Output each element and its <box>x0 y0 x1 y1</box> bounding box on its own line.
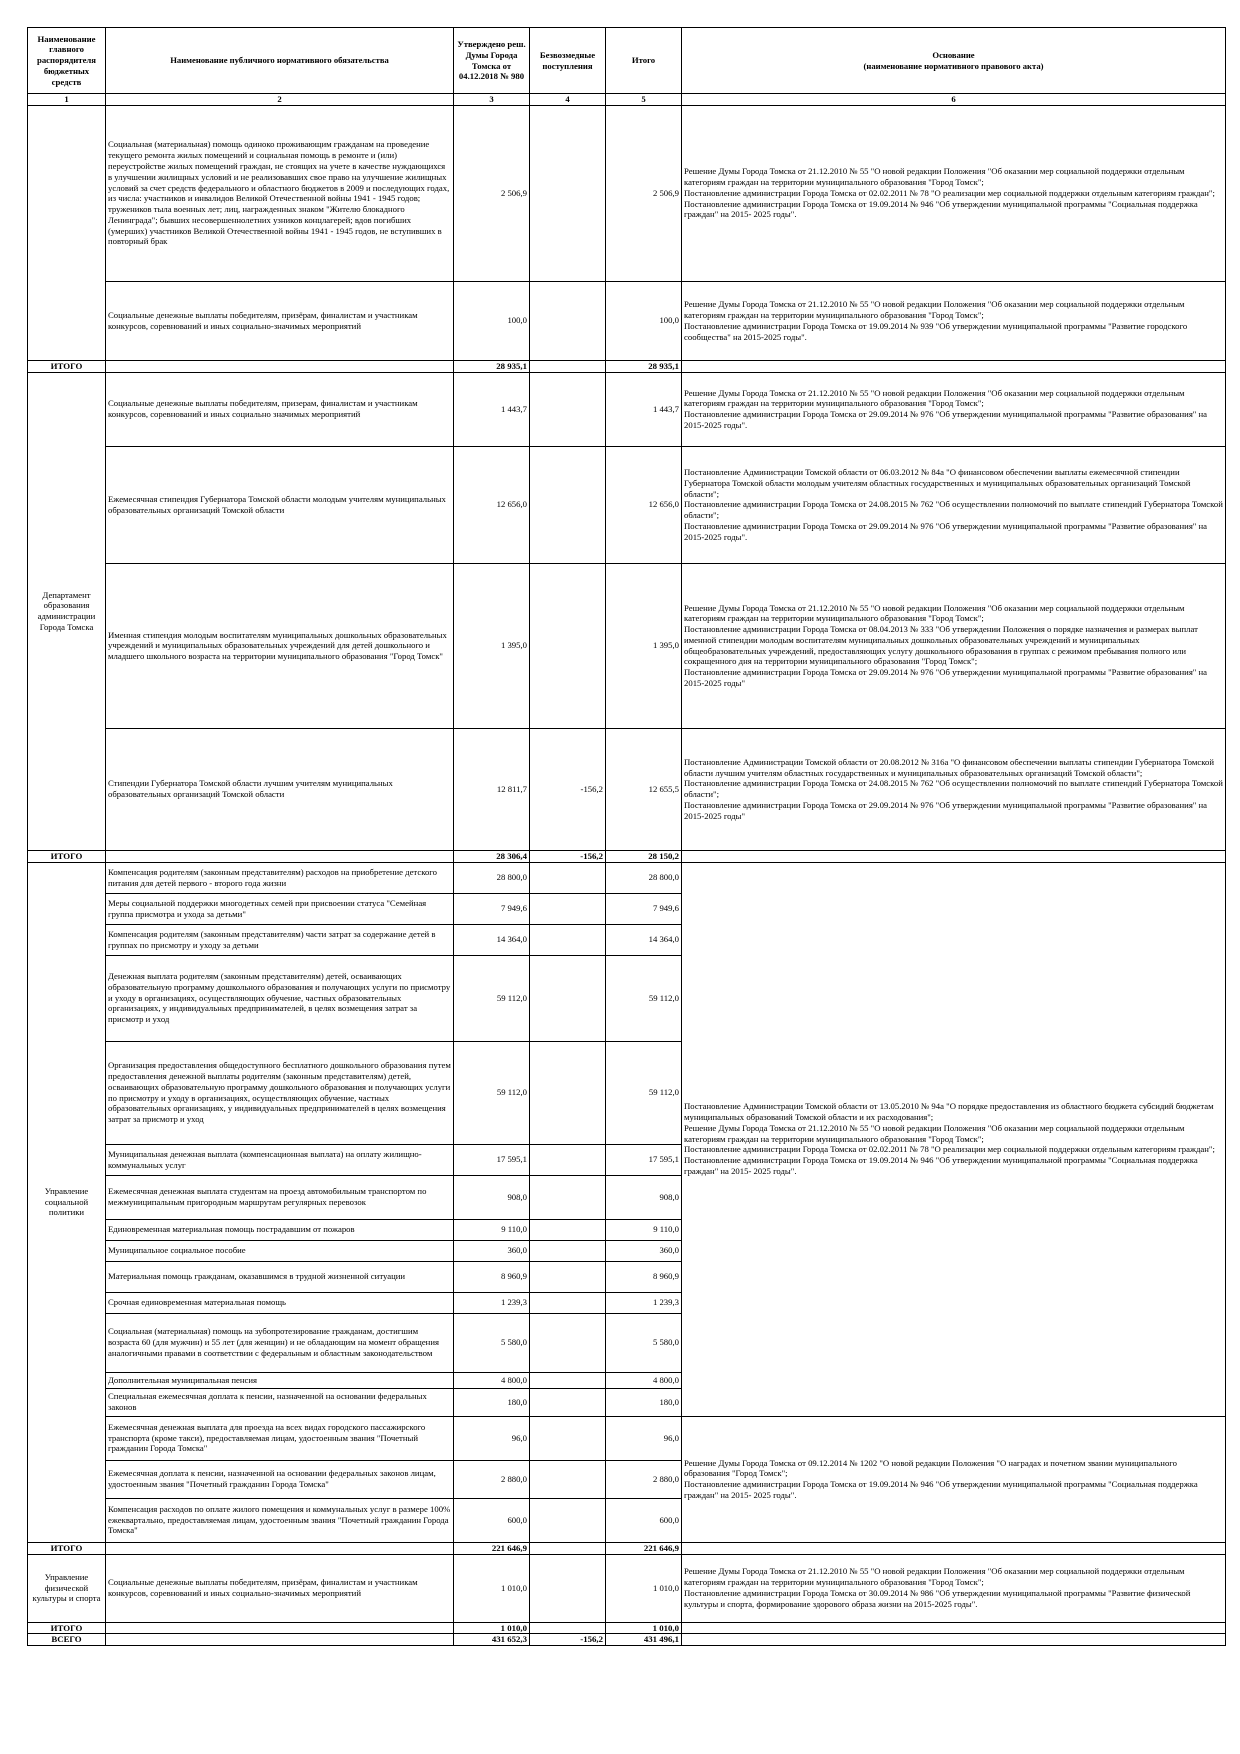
header-col-total: Итого <box>606 28 682 94</box>
obligation-name: Ежемесячная доплата к пенсии, назначенной на основании федеральных законов лицам, удостоенным звания "Почетный гражданин Города Томска" <box>106 1460 454 1498</box>
obligation-name: Срочная единовременная материальная помощь <box>106 1292 454 1313</box>
basis-text: Решение Думы Города Томска от 21.12.2010 № 55 "О новой редакции Положения "Об оказании мер социальной поддержки отдельным категориям граждан на территории муниципального образования "Город Томск"; Постановление администрации Города Томска от 30.09.2014 № 986 "Об утверждении муниципальной программы "Развитие физической культуры и спорта, формирование здорового образа жизни на 2015-2025 годы". <box>682 1554 1226 1622</box>
free-receipts-value <box>530 281 606 360</box>
table-row <box>28 862 1226 893</box>
approved-value: 360,0 <box>454 1240 530 1261</box>
approved-value: 12 811,7 <box>454 728 530 850</box>
total-value: 431 496,1 <box>606 1634 682 1646</box>
approved-value: 100,0 <box>454 281 530 360</box>
obligation-name: Организация предоставления общедоступного бесплатного дошкольного образования путем предоставления денежной выплаты родителям (законным представителям) детей, осваивающих образовательную программу дошкольного образования и получающих услуги по присмотру и уходу в организациях, осуществляющих обучение, частных образовательных организациях, у индивидуальных предпринимателей в целях возмещения затрат за присмотр и уход <box>106 1041 454 1144</box>
free-receipts-value: -156,2 <box>530 1634 606 1646</box>
table-row <box>28 1416 1226 1460</box>
column-number: 5 <box>606 94 682 106</box>
total-value: 221 646,9 <box>606 1542 682 1554</box>
obligations-table <box>27 27 1226 1646</box>
obligation-name: Муниципальная денежная выплата (компенсационная выплата) на оплату жилищно-коммунальных услуг <box>106 1144 454 1175</box>
obligation-name: Социальные денежные выплаты победителям, призёрам, финалистам и участникам конкурсов, соревнований и иных социально-значимых мероприятий <box>106 1554 454 1622</box>
basis-text <box>682 1542 1226 1554</box>
table-row <box>28 728 1226 850</box>
total-value: 7 949,6 <box>606 893 682 924</box>
free-receipts-value <box>530 893 606 924</box>
basis-text: Решение Думы Города Томска от 21.12.2010 № 55 "О новой редакции Положения "Об оказании мер социальной поддержки отдельным категориям граждан на территории муниципального образования "Город Томск"; Постановление администрации Города Томска от 29.09.2014 № 976 "Об утверждении муниципальной программы "Развитие образования" на 2015-2025 годы". <box>682 372 1226 446</box>
header-col-manager: Наименование главного распорядителя бюджетных средств <box>28 28 106 94</box>
column-number: 2 <box>106 94 454 106</box>
manager-cell <box>28 281 106 360</box>
free-receipts-value <box>530 955 606 1041</box>
total-value: 1 395,0 <box>606 563 682 728</box>
header-col-approved: Утверждено реш. Думы Города Томска от 04.12.2018 № 980 <box>454 28 530 94</box>
free-receipts-value <box>530 1416 606 1460</box>
free-receipts-value: -156,2 <box>530 728 606 850</box>
obligation-name: Социальные денежные выплаты победителям, призерам, финалистам и участникам конкурсов, соревнований и иных социально значимых мероприятий <box>106 372 454 446</box>
total-value: 2 880,0 <box>606 1460 682 1498</box>
total-value: 5 580,0 <box>606 1313 682 1372</box>
free-receipts-value <box>530 862 606 893</box>
obligation-name: Стипендии Губернатора Томской области лучшим учителям муниципальных образовательных организаций Томской области <box>106 728 454 850</box>
free-receipts-value <box>530 563 606 728</box>
basis-text <box>682 1622 1226 1634</box>
approved-value: 59 112,0 <box>454 1041 530 1144</box>
approved-value: 9 110,0 <box>454 1219 530 1240</box>
total-value: 12 655,5 <box>606 728 682 850</box>
table-row <box>28 372 1226 446</box>
obligation-name: Социальная (материальная) помощь на зубопротезирование гражданам, достигшим возраста 60 (для мужчин) и 55 лет (для женщин) и не обладающим на момент обращения аналогичными правами в соответствии с федеральным и областным законодательством <box>106 1313 454 1372</box>
approved-value: 221 646,9 <box>454 1542 530 1554</box>
subtotal-row <box>28 850 1226 862</box>
free-receipts-value <box>530 1144 606 1175</box>
header-col-basis <box>682 28 1226 94</box>
approved-value: 28 800,0 <box>454 862 530 893</box>
obligation-name: Компенсация родителям (законным представителям) части затрат за содержание детей в группах по присмотру и уходу за детьми <box>106 924 454 955</box>
column-number: 3 <box>454 94 530 106</box>
total-value: 2 506,9 <box>606 105 682 281</box>
manager-name: Управление социальной политики <box>28 862 106 1542</box>
basis-text <box>682 850 1226 862</box>
total-value: 180,0 <box>606 1388 682 1416</box>
free-receipts-value <box>530 1313 606 1372</box>
total-value: 1 010,0 <box>606 1554 682 1622</box>
free-receipts-value <box>530 1175 606 1219</box>
total-value: 100,0 <box>606 281 682 360</box>
obligation-name: Компенсация родителям (законным представителям) расходов на приобретение детского питания для детей первого - второго года жизни <box>106 862 454 893</box>
approved-value: 2 506,9 <box>454 105 530 281</box>
free-receipts-value <box>530 924 606 955</box>
column-number-row <box>28 94 1226 106</box>
obligation-name: Социальные денежные выплаты победителям, призёрам, финалистам и участникам конкурсов, соревнований и иных социально-значимых мероприятий <box>106 281 454 360</box>
subtotal-label: ИТОГО <box>28 360 106 372</box>
table-row <box>28 281 1226 360</box>
free-receipts-value <box>530 1498 606 1542</box>
approved-value: 96,0 <box>454 1416 530 1460</box>
total-value: 28 150,2 <box>606 850 682 862</box>
free-receipts-value <box>530 1219 606 1240</box>
approved-value: 28 306,4 <box>454 850 530 862</box>
approved-value: 1 443,7 <box>454 372 530 446</box>
total-value: 14 364,0 <box>606 924 682 955</box>
header-basis-title: Основание <box>932 49 975 60</box>
total-value: 1 443,7 <box>606 372 682 446</box>
subtotal-label: ИТОГО <box>28 850 106 862</box>
free-receipts-value <box>530 446 606 563</box>
free-receipts-value <box>530 1554 606 1622</box>
approved-value: 431 652,3 <box>454 1634 530 1646</box>
free-receipts-value <box>530 105 606 281</box>
total-value: 4 800,0 <box>606 1372 682 1388</box>
obligation-name: Ежемесячная стипендия Губернатора Томской области молодым учителям муниципальных образовательных организаций Томской области <box>106 446 454 563</box>
total-value: 360,0 <box>606 1240 682 1261</box>
basis-text: Решение Думы Города Томска от 21.12.2010 № 55 "О новой редакции Положения "Об оказании мер социальной поддержки отдельным категориям граждан на территории муниципального образования "Город Томск"; Постановление администрации Города Томска от 19.09.2014 № 939 "Об утверждении муниципальной программы "Развитие городского сообщества" на 2015-2025 годы". <box>682 281 1226 360</box>
approved-value: 1 010,0 <box>454 1554 530 1622</box>
subtotal-label: ИТОГО <box>28 1542 106 1554</box>
obligation-name <box>106 1542 454 1554</box>
approved-value: 12 656,0 <box>454 446 530 563</box>
header-col-obligation: Наименование публичного нормативного обязательства <box>106 28 454 94</box>
free-receipts-value <box>530 1622 606 1634</box>
header-row <box>28 28 1226 94</box>
obligation-name <box>106 850 454 862</box>
table-row <box>28 563 1226 728</box>
approved-value: 59 112,0 <box>454 955 530 1041</box>
approved-value: 1 239,3 <box>454 1292 530 1313</box>
basis-text: Решение Думы Города Томска от 21.12.2010 № 55 "О новой редакции Положения "Об оказании мер социальной поддержки отдельным категориям граждан на территории муниципального образования "Город Томск"; Постановление администрации Города Томска от 08.04.2013 № 333 "Об утверждении Положения о порядке назначения и размерах выплат именной стипендии молодым воспитателям муниципальных дошкольных образовательных учреждений и муниципальных общеобразовательных учреждений, предоставляющих услугу дошкольного образования в группах с режимом пребывания полного или сокращенного дня на территории муниципального образования "Город Томск"; Постановление администрации Города Томска от 29.09.2014 № 976 "Об утверждении муниципальной программы "Развитие образования" на 2015-2025 годы" <box>682 563 1226 728</box>
approved-value: 8 960,9 <box>454 1261 530 1292</box>
obligation-name: Ежемесячная денежная выплата студентам на проезд автомобильным транспортом по межмуниципальным пригородным маршрутам регулярных перевозок <box>106 1175 454 1219</box>
total-value: 9 110,0 <box>606 1219 682 1240</box>
subtotal-label: ИТОГО <box>28 1622 106 1634</box>
subtotal-row <box>28 1542 1226 1554</box>
manager-name: Управление физической культуры и спорта <box>28 1554 106 1622</box>
approved-value: 180,0 <box>454 1388 530 1416</box>
total-value: 17 595,1 <box>606 1144 682 1175</box>
total-value: 96,0 <box>606 1416 682 1460</box>
table-row <box>28 446 1226 563</box>
total-value: 1 239,3 <box>606 1292 682 1313</box>
grand-total-row <box>28 1634 1226 1646</box>
grand-total-label: ВСЕГО <box>28 1634 106 1646</box>
total-value: 12 656,0 <box>606 446 682 563</box>
approved-value: 5 580,0 <box>454 1313 530 1372</box>
basis-text <box>682 1634 1226 1646</box>
free-receipts-value <box>530 1542 606 1554</box>
basis-text: Решение Думы Города Томска от 09.12.2014 № 1202 "О новой редакции Положения "О наградах и почетном звании муниципального образования "Город Томск"; Постановление администрации Города Томска от 19.09.2014 № 946 "Об утверждении муниципальной программы "Социальная поддержка граждан" на 2015- 2025 годы". <box>682 1416 1226 1542</box>
table-row <box>28 105 1226 281</box>
obligation-name <box>106 360 454 372</box>
approved-value: 1 010,0 <box>454 1622 530 1634</box>
obligation-name: Материальная помощь гражданам, оказавшимся в трудной жизненной ситуации <box>106 1261 454 1292</box>
table-row <box>28 1554 1226 1622</box>
approved-value: 14 364,0 <box>454 924 530 955</box>
approved-value: 7 949,6 <box>454 893 530 924</box>
approved-value: 28 935,1 <box>454 360 530 372</box>
obligation-name: Социальная (материальная) помощь одиноко проживающим гражданам на проведение текущего ремонта жилых помещений и социальная помощь в ремонте и (или) переустройстве жилых помещений граждан, не стоящих на учете в качестве нуждающихся в улучшении жилищных условий и не реализовавших свое право на улучшение жилищных условий за счет средств федерального и областного бюджетов в 2009 и последующих годах, из числа: участников и инвалидов Великой Отечественной войны 1941 - 1945 годов; тружеников тыла военных лет; лиц, награжденных знаком "Жителю блокадного Ленинграда"; бывших несовершеннолетних узников концлагерей; вдов погибших (умерших) участников Великой Отечественной войны 1941 - 1945 годов, не вступивших в повторный брак <box>106 105 454 281</box>
column-number: 6 <box>682 94 1226 106</box>
obligation-name: Единовременная материальная помощь пострадавшим от пожаров <box>106 1219 454 1240</box>
basis-text: Решение Думы Города Томска от 21.12.2010 № 55 "О новой редакции Положения "Об оказании мер социальной поддержки отдельным категориям граждан на территории муниципального образования "Город Томск"; Постановление администрации Города Томска от 02.02.2011 № 78 "О реализации мер социальной поддержки отдельным категориям граждан"; Постановление администрации Города Томска от 19.09.2014 № 946 "Об утверждении муниципальной программы "Социальная поддержка граждан" на 2015- 2025 годы". <box>682 105 1226 281</box>
free-receipts-value <box>530 1041 606 1144</box>
approved-value: 17 595,1 <box>454 1144 530 1175</box>
obligation-name: Именная стипендия молодым воспитателям муниципальных дошкольных образовательных учреждений и муниципальных образовательных учреждений для детей дошкольного и младшего школьного возраста на территории муниципального образования "Город Томск" <box>106 563 454 728</box>
column-number: 1 <box>28 94 106 106</box>
obligation-name: Муниципальное социальное пособие <box>106 1240 454 1261</box>
manager-name: Департамент образования администрации Города Томска <box>28 372 106 850</box>
basis-text: Постановление Администрации Томской области от 13.05.2010 № 94а "О порядке предоставления из областного бюджета субсидий бюджетам муниципальных образований Томской области и их расходования"; Решение Думы Города Томска от 21.12.2010 № 55 "О новой редакции Положения "Об оказании мер социальной поддержки отдельным категориям граждан на территории муниципального образования "Город Томск"; Постановление администрации Города Томска от 02.02.2011 № 78 "О реализации мер социальной поддержки отдельным категориям граждан"; Постановление администрации Города Томска от 19.09.2014 № 946 "Об утверждении муниципальной программы "Социальная поддержка граждан" на 2015- 2025 годы". <box>682 862 1226 1416</box>
obligation-name: Дополнительная муниципальная пенсия <box>106 1372 454 1388</box>
manager-cell <box>28 105 106 281</box>
basis-text <box>682 360 1226 372</box>
free-receipts-value <box>530 1460 606 1498</box>
obligation-name <box>106 1634 454 1646</box>
basis-text: Постановление Администрации Томской области от 06.03.2012 № 84а "О финансовом обеспечении выплаты ежемесячной стипендии Губернатора Томской области молодым учителям областных государственных и муниципальных образовательных организаций Томской области"; Постановление администрации Города Томска от 24.08.2015 № 762 "Об осуществлении полномочий по выплате стипендий Губернатора Томской области"; Постановление администрации Города Томска от 29.09.2014 № 976 "Об утверждении муниципальной программы "Развитие образования" на 2015-2025 годы". <box>682 446 1226 563</box>
free-receipts-value: -156,2 <box>530 850 606 862</box>
approved-value: 600,0 <box>454 1498 530 1542</box>
approved-value: 4 800,0 <box>454 1372 530 1388</box>
subtotal-row <box>28 1622 1226 1634</box>
total-value: 600,0 <box>606 1498 682 1542</box>
obligation-name: Денежная выплата родителям (законным представителям) детей, осваивающих образовательную программу дошкольного образования и получающих услуги по присмотру и уходу в организациях, осуществляющих обучение, частных образовательных организациях, у индивидуальных предпринимателей, в целях возмещения затрат за присмотр и уход <box>106 955 454 1041</box>
header-basis-subtitle: (наименование нормативного правового акта) <box>863 60 1044 71</box>
approved-value: 908,0 <box>454 1175 530 1219</box>
obligation-name: Ежемесячная денежная выплата для проезда на всех видах городского пассажирского транспорта (кроме такси), предоставляемая лицам, удостоенным звания "Почетный гражданин Города Томска" <box>106 1416 454 1460</box>
free-receipts-value <box>530 360 606 372</box>
total-value: 59 112,0 <box>606 1041 682 1144</box>
free-receipts-value <box>530 1261 606 1292</box>
subtotal-row <box>28 360 1226 372</box>
total-value: 8 960,9 <box>606 1261 682 1292</box>
free-receipts-value <box>530 372 606 446</box>
obligation-name: Компенсация расходов по оплате жилого помещения и коммунальных услуг в размере 100% ежеквартально, предоставляемая лицам, удостоенным звания "Почетный гражданин Города Томска" <box>106 1498 454 1542</box>
total-value: 28 800,0 <box>606 862 682 893</box>
header-col-free-receipts: Безвозмедные поступления <box>530 28 606 94</box>
obligation-name: Меры социальной поддержки многодетных семей при присвоении статуса "Семейная группа присмотра и ухода за детьми" <box>106 893 454 924</box>
basis-text: Постановление Администрации Томской области от 20.08.2012 № 316а "О финансовом обеспечении выплаты стипендии Губернатора Томской области лучшим учителям областных государственных и муниципальных образовательных организаций Томской области"; Постановление администрации Города Томска от 24.08.2015 № 762 "Об осуществлении полномочий по выплате стипендий Губернатора Томской области"; Постановление администрации Города Томска от 29.09.2014 № 976 "Об утверждении муниципальной программы "Развитие образования" на 2015-2025 годы" <box>682 728 1226 850</box>
free-receipts-value <box>530 1240 606 1261</box>
free-receipts-value <box>530 1388 606 1416</box>
free-receipts-value <box>530 1292 606 1313</box>
obligation-name <box>106 1622 454 1634</box>
approved-value: 1 395,0 <box>454 563 530 728</box>
total-value: 1 010,0 <box>606 1622 682 1634</box>
column-number: 4 <box>530 94 606 106</box>
total-value: 908,0 <box>606 1175 682 1219</box>
approved-value: 2 880,0 <box>454 1460 530 1498</box>
total-value: 59 112,0 <box>606 955 682 1041</box>
total-value: 28 935,1 <box>606 360 682 372</box>
obligation-name: Специальная ежемесячная доплата к пенсии, назначенной на основании федеральных законов <box>106 1388 454 1416</box>
free-receipts-value <box>530 1372 606 1388</box>
